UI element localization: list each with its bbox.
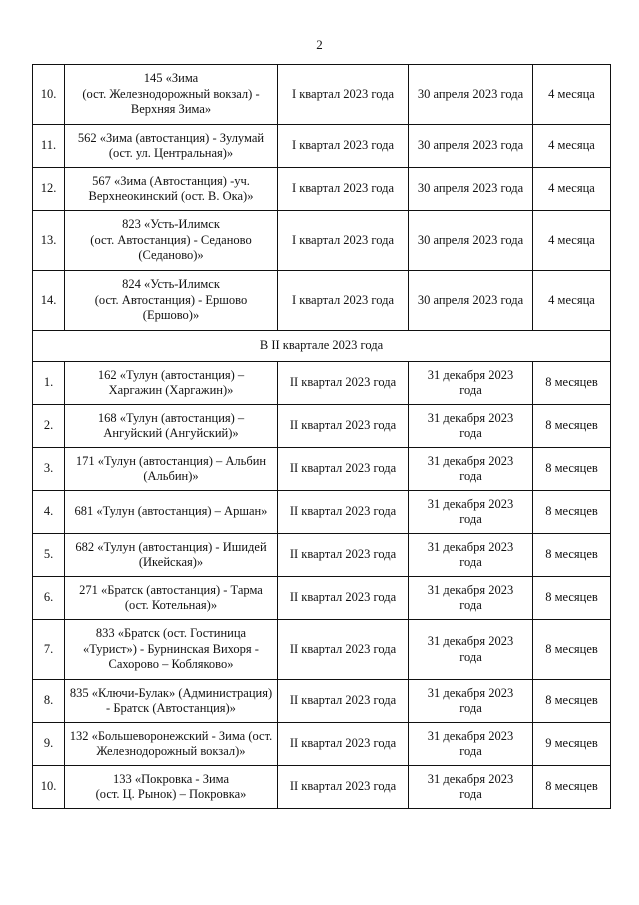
table-row [33,362,611,405]
row-number: 14. [33,271,65,331]
end-date-cell-line: 31 декабря 2023 [427,496,514,511]
end-date-cell [409,405,533,448]
end-date-cell-line: года [459,701,482,715]
route-cell [65,491,278,534]
end-date-cell-line: года [459,555,482,569]
duration-cell: 8 месяцев [533,577,611,620]
end-date-cell [409,491,533,534]
route-cell-line: 835 «Ключи-Булак» (Администрация) [69,685,273,700]
route-cell-line: (Альбин)» [143,469,199,483]
duration-cell: 8 месяцев [533,448,611,491]
row-number: 5. [33,534,65,577]
duration-cell: 8 месяцев [533,491,611,534]
duration-cell: 8 месяцев [533,766,611,809]
route-cell [65,168,278,211]
table-row [33,723,611,766]
end-date-cell-line: года [459,744,482,758]
table-row [33,405,611,448]
route-cell [65,211,278,271]
route-cell-line: (Икейская)» [138,555,204,569]
end-date-cell-line: 30 апреля 2023 года [417,86,524,101]
table-row [33,680,611,723]
end-date-cell-line: 31 декабря 2023 [427,367,514,382]
duration-cell: 8 месяцев [533,534,611,577]
route-cell-line: 271 «Братск (автостанция) - Тарма [79,582,263,597]
end-date-cell-line: года [459,469,482,483]
end-date-cell-line: года [459,383,482,397]
row-number: 3. [33,448,65,491]
route-cell-line: 133 «Покровка - Зима [112,771,230,786]
start-period-cell: II квартал 2023 года [278,405,409,448]
end-date-cell-line: 30 апреля 2023 года [417,232,524,247]
end-date-cell-line: года [459,426,482,440]
end-date-cell [409,766,533,809]
end-date-cell-line: 31 декабря 2023 [427,634,514,648]
end-date-cell-line: года [459,598,482,612]
page-number: 2 [316,37,323,52]
duration-cell: 8 месяцев [533,680,611,723]
duration-cell: 8 месяцев [533,362,611,405]
start-period-cell: I квартал 2023 года [278,211,409,271]
route-cell [65,65,278,125]
route-cell-line: Сахорово – Кобляково» [108,657,234,672]
route-cell-line: 168 «Тулун (автостанция) – [97,410,245,425]
route-cell-line: 681 «Тулун (автостанция) – Аршан» [74,504,268,519]
table-row [33,271,611,331]
routes-table [32,64,611,809]
table-row [33,491,611,534]
start-period-cell: II квартал 2023 года [278,534,409,577]
duration-cell: 4 месяца [533,211,611,271]
start-period-cell: II квартал 2023 года [278,448,409,491]
end-date-cell-line: 31 декабря 2023 [427,539,514,554]
end-date-cell-line: года [459,649,482,664]
route-cell-line: Верхнеокинский (ост. В. Ока)» [88,189,254,203]
route-cell-line: 132 «Большеворонежский - Зима (ост. [69,728,273,743]
row-number: 6. [33,577,65,620]
row-number: 2. [33,405,65,448]
end-date-cell-line: 31 декабря 2023 [427,410,514,425]
table-row [33,168,611,211]
end-date-cell [409,65,533,125]
start-period-cell: II квартал 2023 года [278,680,409,723]
start-period-cell: II квартал 2023 года [278,577,409,620]
end-date-cell-line: 31 декабря 2023 [427,453,514,468]
table-row [33,577,611,620]
table-row [33,448,611,491]
route-cell [65,577,278,620]
end-date-cell [409,271,533,331]
route-cell-line: 562 «Зима (автостанция) - Зулумай [77,130,265,145]
route-cell [65,766,278,809]
route-cell-line: Ангуйский (Ангуйский)» [103,426,239,440]
row-number: 11. [33,125,65,168]
route-cell-line: (ост. Автостанция) - Седаново [90,232,252,247]
route-cell-line: 145 «Зима [143,71,199,86]
start-period-cell: I квартал 2023 года [278,65,409,125]
row-number: 4. [33,491,65,534]
route-cell [65,680,278,723]
route-cell [65,448,278,491]
routes-table-body [33,65,611,809]
duration-cell: 4 месяца [533,168,611,211]
row-number: 9. [33,723,65,766]
route-cell [65,125,278,168]
end-date-cell-line: года [459,512,482,526]
end-date-cell [409,577,533,620]
route-cell-line: (ост. Котельная)» [124,598,218,612]
duration-cell: 4 месяца [533,125,611,168]
route-cell [65,534,278,577]
start-period-cell: II квартал 2023 года [278,491,409,534]
route-cell-line: 171 «Тулун (автостанция) – Альбин [75,453,267,468]
duration-cell: 8 месяцев [533,405,611,448]
route-cell [65,620,278,680]
route-cell-line: 824 «Усть-Илимск [122,277,220,292]
route-cell-line: (Седаново)» [138,248,204,263]
start-period-cell: II квартал 2023 года [278,620,409,680]
end-date-cell-line: 31 декабря 2023 [427,685,514,700]
duration-cell: 4 месяца [533,65,611,125]
start-period-cell: II квартал 2023 года [278,362,409,405]
table-row [33,125,611,168]
row-number: 13. [33,211,65,271]
route-cell [65,723,278,766]
route-cell-line: (ост. Железнодорожный вокзал) - [82,86,260,101]
section-header-row [33,331,611,362]
end-date-cell-line: 31 декабря 2023 [427,728,514,743]
table-row [33,620,611,680]
end-date-cell [409,620,533,680]
row-number: 12. [33,168,65,211]
table-row [33,766,611,809]
end-date-cell [409,680,533,723]
row-number: 10. [33,65,65,125]
end-date-cell-line: 31 декабря 2023 [427,771,514,786]
table-row [33,65,611,125]
row-number: 1. [33,362,65,405]
end-date-cell [409,168,533,211]
route-cell-line: 682 «Тулун (автостанция) - Ишидей [75,539,267,554]
start-period-cell: I квартал 2023 года [278,271,409,331]
end-date-cell-line: года [459,787,482,801]
route-cell-line: Харгажин (Харгажин)» [108,383,234,397]
route-cell-line: 162 «Тулун (автостанция) – [97,367,245,382]
route-cell [65,271,278,331]
end-date-cell [409,362,533,405]
route-cell-line: (ост. Ц. Рынок) – Покровка» [95,787,247,801]
route-cell [65,362,278,405]
row-number: 10. [33,766,65,809]
end-date-cell [409,723,533,766]
route-cell-line: 833 «Братск (ост. Гостиница [95,626,247,641]
start-period-cell: II квартал 2023 года [278,723,409,766]
end-date-cell-line: 31 декабря 2023 [427,582,514,597]
row-number: 8. [33,680,65,723]
end-date-cell [409,211,533,271]
route-cell-line: (ост. ул. Центральная)» [108,146,234,160]
row-number: 7. [33,620,65,680]
duration-cell: 9 месяцев [533,723,611,766]
end-date-cell-line: 30 апреля 2023 года [417,292,524,307]
table-row [33,534,611,577]
end-date-cell [409,448,533,491]
start-period-cell: I квартал 2023 года [278,125,409,168]
section-header: В II квартале 2023 года [33,331,611,362]
route-cell-line: 567 «Зима (Автостанция) -уч. [92,173,250,188]
start-period-cell: II квартал 2023 года [278,766,409,809]
route-cell-line: (Ершово)» [142,308,200,323]
route-cell-line: Верхняя Зима» [130,102,212,117]
route-cell-line: «Турист») - Бурнинская Вихоря - [83,641,259,656]
route-cell-line: Железнодорожный вокзал)» [96,744,246,758]
duration-cell: 4 месяца [533,271,611,331]
end-date-cell [409,125,533,168]
table-row [33,211,611,271]
route-cell [65,405,278,448]
route-cell-line: - Братск (Автостанция)» [106,701,236,715]
start-period-cell: I квартал 2023 года [278,168,409,211]
route-cell-line: 823 «Усть-Илимск [122,217,220,232]
end-date-cell-line: 30 апреля 2023 года [417,181,524,196]
route-cell-line: (ост. Автостанция) - Ершово [94,292,248,307]
end-date-cell-line: 30 апреля 2023 года [417,138,524,153]
duration-cell: 8 месяцев [533,620,611,680]
end-date-cell [409,534,533,577]
